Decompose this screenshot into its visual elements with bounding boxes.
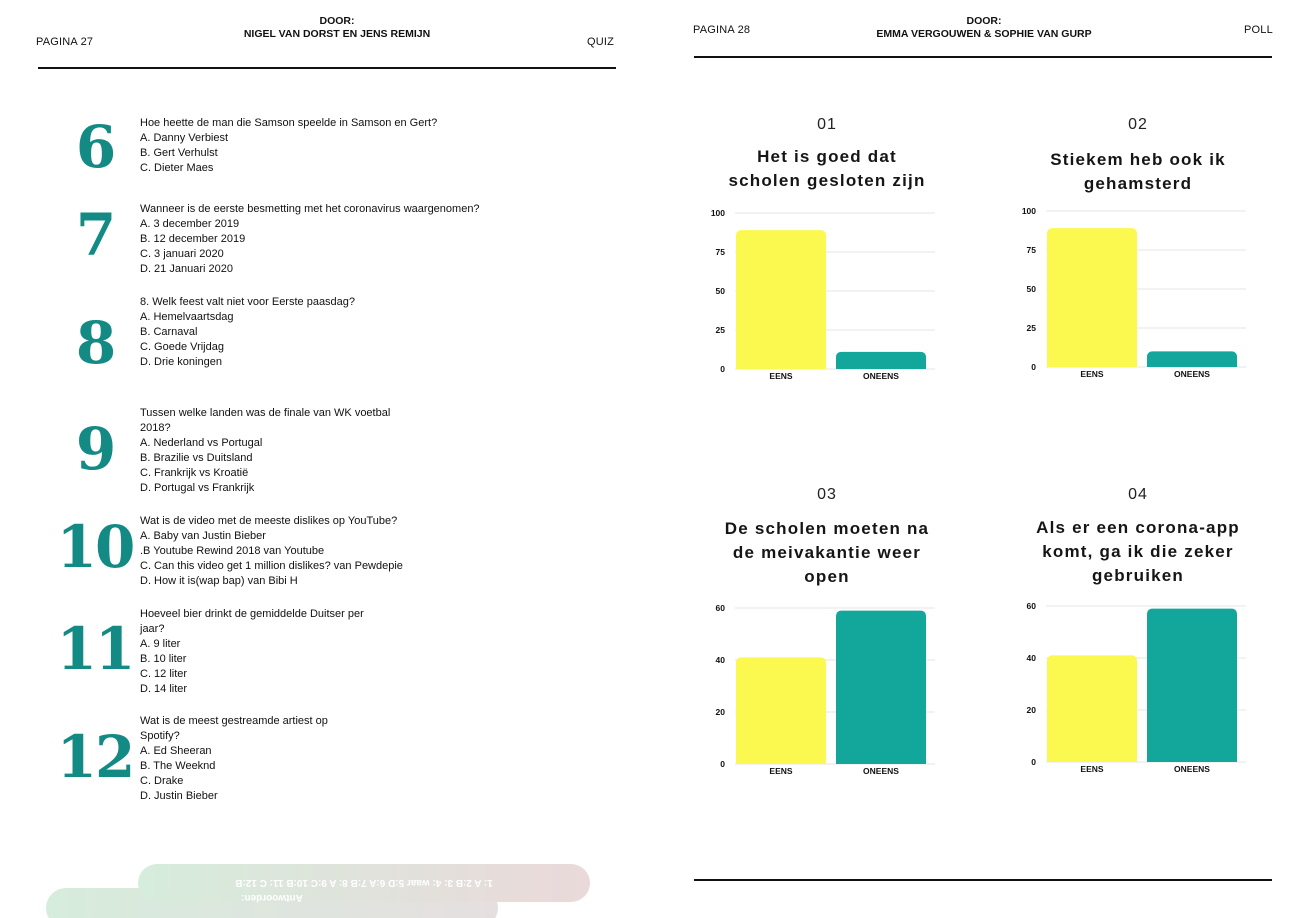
poll-bar-chart bbox=[1008, 203, 1248, 388]
question-prompt: Wanneer is de eerste besmetting met het coronavirus waargenomen? bbox=[140, 203, 480, 215]
page-number: PAGINA 28 bbox=[693, 24, 751, 36]
poll-question-line: Als er een corona-app bbox=[1036, 518, 1240, 537]
x-category-label: ONEENS bbox=[863, 766, 899, 776]
bar-base bbox=[1047, 756, 1137, 762]
question-number: 9 bbox=[75, 415, 115, 483]
byline bbox=[137, 15, 537, 41]
question-line: D. How it is(wap bap) van Bibi H bbox=[140, 575, 298, 587]
x-category-label: EENS bbox=[1080, 369, 1104, 379]
y-tick-label: 0 bbox=[720, 364, 725, 374]
x-category-label: ONEENS bbox=[863, 371, 899, 381]
question-line: A. Ed Sheeran bbox=[140, 745, 212, 757]
question-line: A. 9 liter bbox=[140, 638, 181, 650]
y-tick-label: 50 bbox=[1026, 284, 1036, 294]
question-number: 10 bbox=[56, 513, 134, 581]
poll-question-line: scholen gesloten zijn bbox=[728, 171, 926, 190]
y-tick-label: 20 bbox=[1026, 705, 1036, 715]
question-prompt: Wat is de video met de meeste dislikes op YouTube? bbox=[140, 515, 398, 527]
bar-base bbox=[736, 758, 826, 764]
question-text bbox=[140, 295, 355, 370]
poll-bar-chart bbox=[697, 205, 937, 390]
question-line: B. Carnaval bbox=[140, 326, 198, 338]
question-text bbox=[140, 116, 437, 176]
question-line: C. Can this video get 1 million dislikes? van Pewdepie bbox=[140, 560, 403, 572]
page-number: PAGINA 27 bbox=[36, 36, 94, 48]
poll-number: 04 bbox=[1128, 486, 1148, 503]
y-tick-label: 0 bbox=[1031, 362, 1036, 372]
y-tick-label: 40 bbox=[715, 655, 725, 665]
y-tick-label: 60 bbox=[1026, 601, 1036, 611]
question-text bbox=[140, 406, 390, 496]
x-category-label: EENS bbox=[769, 766, 793, 776]
question-line: A. Danny Verbiest bbox=[140, 132, 229, 144]
poll-question bbox=[988, 148, 1288, 196]
poll-question-line: komt, ga ik die zeker bbox=[1042, 542, 1234, 561]
byline bbox=[784, 15, 1184, 41]
bar-eens bbox=[736, 230, 826, 369]
question-line: B. The Weeknd bbox=[140, 760, 216, 772]
header-divider bbox=[38, 67, 616, 69]
question-line: jaar? bbox=[140, 623, 165, 635]
question-line: A. Baby van Justin Bieber bbox=[140, 530, 266, 542]
poll-bar-chart bbox=[1008, 598, 1248, 783]
poll-question bbox=[988, 516, 1288, 588]
footer-divider bbox=[694, 879, 1272, 881]
question-text bbox=[140, 202, 480, 277]
question-line: D. 21 Januari 2020 bbox=[140, 263, 233, 275]
poll-question-line: De scholen moeten na bbox=[724, 519, 930, 538]
x-category-label: EENS bbox=[1080, 764, 1104, 774]
bar-oneens bbox=[836, 611, 926, 764]
bar-base bbox=[1147, 756, 1237, 762]
header-divider bbox=[694, 56, 1272, 58]
y-tick-label: 0 bbox=[1031, 757, 1036, 767]
question-prompt: Tussen welke landen was de finale van WK voetbal bbox=[140, 407, 391, 419]
y-tick-label: 50 bbox=[715, 286, 725, 296]
poll-question bbox=[677, 145, 977, 193]
question-line: C. Goede Vrijdag bbox=[140, 341, 224, 353]
question-line: 2018? bbox=[140, 422, 171, 434]
question-line: Spotify? bbox=[140, 730, 180, 742]
question-text bbox=[140, 714, 328, 804]
question-line: C. Drake bbox=[140, 775, 184, 787]
byline-label: DOOR: bbox=[319, 15, 355, 27]
poll-question bbox=[677, 517, 977, 589]
y-tick-label: 75 bbox=[715, 247, 725, 257]
bar-base bbox=[836, 758, 926, 764]
x-category-label: ONEENS bbox=[1174, 369, 1210, 379]
question-number: 6 bbox=[75, 113, 115, 181]
bar-base bbox=[836, 363, 926, 369]
answer-key-label: Antwoorden: bbox=[241, 892, 303, 904]
question-line: A. 3 december 2019 bbox=[140, 218, 240, 230]
y-tick-label: 60 bbox=[715, 603, 725, 613]
question-number: 11 bbox=[56, 615, 134, 683]
question-line: B. Gert Verhulst bbox=[140, 147, 218, 159]
poll-number: 03 bbox=[817, 486, 837, 503]
y-tick-label: 25 bbox=[715, 325, 725, 335]
question-number: 7 bbox=[75, 201, 115, 269]
poll-number: 01 bbox=[817, 116, 837, 133]
question-line: B. 12 december 2019 bbox=[140, 233, 246, 245]
poll-page bbox=[654, 0, 1308, 918]
y-tick-label: 40 bbox=[1026, 653, 1036, 663]
question-prompt: Hoe heette de man die Samson speelde in Samson en Gert? bbox=[140, 117, 438, 129]
answer-key-text: 1: A 2:B 3: 4: waar 5:D 6:A 7:B 8: A 9:C 10:B 11: C 12:B bbox=[235, 877, 493, 889]
poll-number: 02 bbox=[1128, 116, 1148, 133]
chart-svg bbox=[1008, 203, 1248, 383]
poll-bar-chart bbox=[697, 600, 937, 785]
section-label: POLL bbox=[1244, 24, 1273, 36]
question-line: C. Dieter Maes bbox=[140, 162, 214, 174]
bar-base bbox=[1147, 361, 1237, 367]
question-line: B. Brazilie vs Duitsland bbox=[140, 452, 253, 464]
chart-svg bbox=[697, 205, 937, 385]
bar-base bbox=[736, 363, 826, 369]
question-line: A. Hemelvaartsdag bbox=[140, 311, 234, 323]
poll-question-line: de meivakantie weer bbox=[732, 543, 922, 562]
question-line: C. 3 januari 2020 bbox=[140, 248, 224, 260]
question-line: B. 10 liter bbox=[140, 653, 187, 665]
question-line: D. Portugal vs Frankrijk bbox=[140, 482, 255, 494]
poll-question-line: Stiekem heb ook ik bbox=[1050, 150, 1226, 169]
question-number: 8 bbox=[75, 309, 115, 377]
byline-authors: NIGEL VAN DORST EN JENS REMIJN bbox=[243, 28, 431, 40]
y-tick-label: 20 bbox=[715, 707, 725, 717]
chart-svg bbox=[1008, 598, 1248, 778]
question-line: D. 14 liter bbox=[140, 683, 188, 695]
bar-oneens bbox=[1147, 609, 1237, 762]
bar-eens bbox=[736, 657, 826, 764]
y-tick-label: 0 bbox=[720, 759, 725, 769]
chart-svg bbox=[697, 600, 937, 780]
question-line: C. 12 liter bbox=[140, 668, 188, 680]
question-line: D. Justin Bieber bbox=[140, 790, 218, 802]
y-tick-label: 100 bbox=[1021, 206, 1036, 216]
question-line: A. Nederland vs Portugal bbox=[140, 437, 263, 449]
byline-label: DOOR: bbox=[966, 15, 1002, 27]
question-line: C. Frankrijk vs Kroatië bbox=[140, 467, 249, 479]
question-text bbox=[140, 607, 364, 697]
question-line: .B Youtube Rewind 2018 van Youtube bbox=[140, 545, 325, 557]
y-tick-label: 25 bbox=[1026, 323, 1036, 333]
poll-question-line: Het is goed dat bbox=[757, 147, 897, 166]
question-line: D. Drie koningen bbox=[140, 356, 222, 368]
poll-question-line: gebruiken bbox=[1091, 566, 1185, 585]
section-label: QUIZ bbox=[587, 36, 615, 48]
y-tick-label: 100 bbox=[710, 208, 725, 218]
poll-question-line: gehamsterd bbox=[1083, 174, 1193, 193]
bar-eens bbox=[1047, 655, 1137, 762]
bar-base bbox=[1047, 361, 1137, 367]
question-prompt: Hoeveel bier drinkt de gemiddelde Duitser per bbox=[140, 608, 364, 620]
question-number: 12 bbox=[56, 723, 134, 791]
x-category-label: EENS bbox=[769, 371, 793, 381]
question-prompt: 8. Welk feest valt niet voor Eerste paasdag? bbox=[140, 296, 356, 308]
x-category-label: ONEENS bbox=[1174, 764, 1210, 774]
bar-eens bbox=[1047, 228, 1137, 367]
question-text bbox=[140, 514, 403, 589]
y-tick-label: 75 bbox=[1026, 245, 1036, 255]
poll-question-line: open bbox=[804, 567, 850, 586]
question-prompt: Wat is de meest gestreamde artiest op bbox=[140, 715, 328, 727]
byline-authors: EMMA VERGOUWEN & SOPHIE VAN GURP bbox=[876, 28, 1092, 40]
